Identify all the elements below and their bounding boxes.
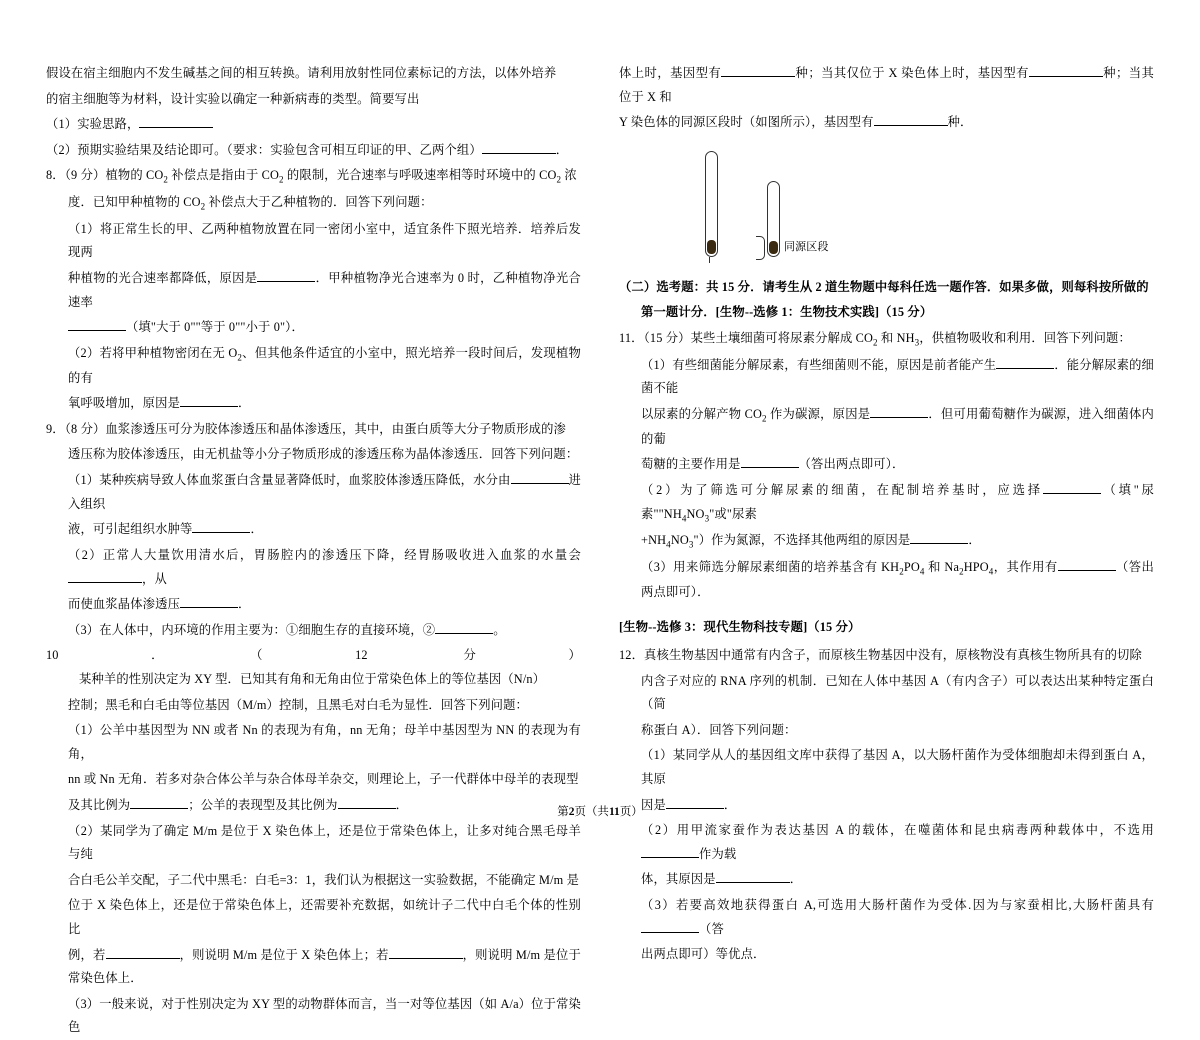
left-column <box>46 62 582 1035</box>
q12-p2-l1-text: （2）用甲流家蚕作为表达基因 A 的载体，在噬菌体和昆虫病毒两种载体中，不选用 <box>641 823 1154 838</box>
q10-p1-l2: nn 或 Nn 无角．若多对杂合体公羊与杂合体母羊杂交，则理论上，子一代群体中母羊的表现型 <box>68 772 579 787</box>
q9-stem-l1: 血浆渗透压可分为胶体渗透压和晶体渗透压，其中，由蛋白质等大分子物质形成的渗 <box>105 421 567 436</box>
footer-mid: 页（共 <box>574 806 609 818</box>
q7-item1-text: （1）实验思路， <box>46 117 140 132</box>
answer-blank <box>106 946 180 959</box>
q10-score: （12 分） <box>256 648 582 663</box>
q12-p3-l2: 出两点即可）等优点． <box>641 947 766 962</box>
figure-label: 同源区段 <box>784 240 829 253</box>
q10-p2-l4-text: 例，若 <box>68 947 106 962</box>
footer-page-number: 2 <box>568 806 575 818</box>
q11-stem-c: ，供植物吸收和利用．回答下列问题： <box>919 331 1131 346</box>
q11-p1-l3-text-b: （答出两点即可）． <box>798 457 905 472</box>
answer-blank <box>1058 558 1116 571</box>
q11-p2-l2-text-c: "）作为氮源，不选择其他两组的原因是 <box>693 533 911 548</box>
q10-p1-l3-text: 及其比例为 <box>68 798 131 812</box>
q7-item2-text: （2）预期实验结果及结论即可。（要求：实验包含可相互印证的甲、乙两个组） <box>46 142 482 157</box>
q8-line2a: 度．已知甲种植物的 CO <box>68 195 201 210</box>
q10-cont-l1-b: 种；当其仅位于 X 染色体上时，基因型有 <box>795 66 1029 80</box>
q7-item2: （2）预期实验结果及结论即可。（要求：实验包含可相互印证的甲、乙两个组） ． <box>46 142 569 157</box>
answer-blank <box>641 845 699 858</box>
q12-p2-l2-text: 体，其原因是 <box>641 872 716 887</box>
q12-p2-l2 <box>619 868 1154 892</box>
right-column <box>619 62 1155 962</box>
q11-p2-l1-text-b: （填"尿素""NH <box>641 482 1154 521</box>
q11-stem-b: 和 NH <box>877 331 915 346</box>
q8-p1-l1: （1）将正常生长的甲、乙两种植物放置在同一密闭小室中，适宜条件下照光培养．培养后发现两 <box>68 221 581 260</box>
q11-p2-l2-text-d: ． <box>968 533 981 548</box>
q10-stem-l1: 某种羊的性别决定为 XY 型．已知其有角和无角由位于常染色体上的等位基因（N/n） <box>79 671 546 686</box>
q10-p2-l1: （2）某同学为了确定 M/m 是位于 X 染色体上，还是位于常染色体上，让多对纯合黑毛母羊与纯 <box>68 823 581 862</box>
q11-score: （15 分） <box>643 331 691 346</box>
q8-p1-l3 <box>46 316 581 340</box>
q11-p1-l1-text: （1）有些细菌能分解尿素，有些细菌则不能，原因是前者能产生 <box>641 357 997 372</box>
chromosome-segment <box>769 241 778 254</box>
footer-suffix: 页） <box>619 806 643 818</box>
q9-p2-l1 <box>46 544 581 591</box>
q10-p2-l2: 合白毛公羊交配，子二代中黑毛：白毛=3：1，我们认为根据这一实验数据，不能确定 M/m 是 <box>68 872 580 887</box>
q8-p2-l1-text-b: 、但其他条件适宜的小室中，照光培养一段时间后，发现植物的有 <box>68 345 581 385</box>
q12-p3-l1-text: （3）若要高效地获得蛋白 A,可选用大肠杆菌作为受体.因为与家蚕相比,大肠杆菌具有 <box>641 898 1154 912</box>
answer-blank <box>870 405 928 418</box>
chromosome-figure <box>619 145 1154 267</box>
q11-p3-l1-text-e: ，其作用有 <box>993 559 1058 574</box>
q10-p3-l1: （3）一般来说，对于性别决定为 XY 型的动物群体而言，当一对等位基因（如 A/a）位于常染色 <box>68 996 581 1035</box>
q9-p1-l1 <box>46 469 581 516</box>
q11-p2-l2-text: +NH <box>641 533 667 548</box>
q11-p2-l1-text: （2）为了筛选可分解尿素的细菌，在配制培养基时，应选择 <box>641 482 1043 497</box>
q11-p3-l1-text-f: （答出两点即可）． <box>641 559 1154 599</box>
q11-p2-l1-text-c: NO <box>686 506 705 521</box>
q12-stem-l2: 内含子对应的 RNA 序列的机制．已知在人体中基因 A（有内含子）可以表达出某种特定蛋白（简 <box>641 673 1154 712</box>
q9-p3-l1-text-b: 。 <box>493 622 506 637</box>
q9-p1-l1-text-b: 进入组织 <box>68 473 581 511</box>
q9-p1-l2-text-b: ． <box>250 522 263 537</box>
q12-stem <box>619 644 1154 668</box>
answer-blank <box>192 521 250 534</box>
q8-text3: 的限制，光合速率与呼吸速率相等时环境中的 CO <box>283 168 557 183</box>
q10-cont-l2 <box>619 111 1154 135</box>
q11-p2-l2-text-b: NO <box>670 533 689 548</box>
q11-p2-l1-text-d: "或"尿素 <box>709 506 757 521</box>
q8-stem-line2: 度．已知甲种植物的 $CO_2$ 补偿点大于乙种植物的．回答下列问题： <box>68 195 433 212</box>
q9-p2-l2 <box>46 593 581 617</box>
chromosome-short-icon <box>767 181 780 257</box>
answer-blank <box>1029 64 1103 77</box>
q9-stem <box>46 418 581 442</box>
answer-blank <box>996 356 1054 369</box>
q11-p3-l1-text-d: HPO <box>963 559 989 574</box>
answer-blank <box>482 141 556 154</box>
q11-p3-l1: （3）用来筛选分解尿素细菌的培养基含有 $KH_2PO_4$ 和 $Na_2HPO_4$，其作用有 （答出两点即可）． <box>641 559 1154 599</box>
q12-stem-l3: 称蛋白 A）．回答下列问题： <box>641 722 797 737</box>
q8-p1-l2 <box>46 267 581 314</box>
footer-prefix: 第 <box>557 806 569 818</box>
q10-cont-l1-a: 体上时，基因型有 <box>619 66 722 80</box>
q9-p1-l1-text: （1）某种疾病导致人体血浆蛋白含量显著降低时，血浆胶体渗透压降低，水分由 <box>68 473 511 488</box>
q7-line1: 假设在宿主细胞内不发生碱基之间的相互转换。请利用放射性同位素标记的方法，以体外培养 <box>46 66 557 80</box>
answer-blank <box>180 395 238 408</box>
q8-p2-l2-text: 氧呼吸增加，原因是 <box>68 396 181 411</box>
answer-blank <box>139 116 213 129</box>
q8-p2-l2 <box>46 392 581 416</box>
q10-stem-l2: 控制；黑毛和白毛由等位基因（M/m）控制，且黑毛对白毛为显性．回答下列问题： <box>68 697 529 712</box>
q12-p1-l2-text-b: ． <box>723 797 737 812</box>
q8-line2b: 补偿点大于乙种植物的．回答下列问题： <box>205 195 433 210</box>
figure-tick <box>709 257 715 263</box>
answer-blank <box>257 269 315 282</box>
q11-p1-l2-text: 以尿素的分解产物 CO <box>641 406 763 421</box>
q11-p2-l1: （2）为了筛选可分解尿素的细菌，在配制培养基时，应选择 （填"尿素""$NH_4NO_3$"或"尿素 <box>641 482 1154 523</box>
q10-p2-l4 <box>46 944 581 991</box>
q11-p1-l3-text: 萄糖的主要作用是 <box>641 457 741 472</box>
q10-p1-l3-text-c: ． <box>395 798 409 812</box>
brace-icon <box>756 236 765 260</box>
q11-p1-l2: 以尿素的分解产物 $CO_2$ 作为碳源，原因是 ．但可用葡萄糖作为碳源，进入细菌体内的葡 <box>641 406 1154 446</box>
q8-p2-l2-text-b: ． <box>238 396 251 411</box>
answer-blank <box>721 64 795 77</box>
q9-p2-l1-text: （2）正常人大量饮用清水后，胃肠腔内的渗透压下降，经胃肠吸收进入血浆的水量会 <box>68 547 581 562</box>
q9-p3-l1 <box>46 619 581 643</box>
section-c-label: [生物--选修 3：现代生物科技专题]（15 分） <box>619 620 861 635</box>
q8-text1: 植物的 CO <box>105 168 164 183</box>
answer-blank <box>641 920 699 933</box>
answer-blank <box>910 532 968 545</box>
q10-p2-l4-text-c: ，则说明 M/m 是位于常染色体上． <box>68 947 581 986</box>
q8-number: 8． <box>46 168 65 183</box>
q8-text2: 补偿点是指由于 CO <box>168 168 280 183</box>
q12-p1-l1: （1）某同学从人的基因组文库中获得了基因 A，以大肠杆菌作为受体细胞却未得到蛋白 A，其原 <box>641 748 1154 786</box>
section-b-l1: （二）选考题：共 15 分．请考生从 2 道生物题中每科任选一题作答．如果多做，则每科按所做的 <box>619 279 1149 294</box>
q11-p1-l2-text-c: ．但可用葡萄糖作为碳源，进入细菌体内的葡 <box>641 406 1154 446</box>
q8-p1-l2-text-b: ．甲种植物净光合速率为 0 时，乙种植物净光合速率 <box>68 271 581 309</box>
q8-p2-l1-text: （2）若将甲种植物密闭在无 O <box>68 345 238 360</box>
answer-blank <box>1043 481 1101 494</box>
q11-p3-l1-text: （3）用来筛选分解尿素细菌的培养基含有 KH <box>641 559 900 574</box>
q9-p1-l2 <box>46 518 581 542</box>
q12-p2-l1-text-b: 作为载 <box>699 846 737 861</box>
q9-stem-l2: 透压称为胶体渗透压，由无机盐等小分子物质形成的渗透压称为晶体渗透压．回答下列问题： <box>68 447 579 462</box>
q11-number: 11． <box>619 331 644 346</box>
answer-blank <box>874 114 948 127</box>
q8-p1-l3-text: （填"大于 0""等于 0""小于 0"）． <box>126 320 304 335</box>
answer-blank <box>68 570 142 583</box>
q11-stem-a: 某些土壤细菌可将尿素分解成 CO <box>690 331 874 346</box>
answer-blank <box>511 471 569 484</box>
answer-blank <box>741 456 799 469</box>
q12-stem-l1: 真核生物基因中通常有内含子，而原核生物基因中没有，原核物没有真核生物所具有的切除 <box>644 647 1142 662</box>
section-b-l2: 第一题计分．[生物--选修 1：生物技术实践]（15 分） <box>641 305 933 320</box>
q8-stem: 8．（9 分）植物的 $CO_2$ 补偿点是指由于 $CO_2$ 的限制，光合速率与呼吸速率相等时环境中的 $CO_2$ 浓 <box>46 168 577 185</box>
q7-item1 <box>46 113 581 137</box>
q11-p1-l2-text-b: 作为碳源，原因是 <box>766 406 871 421</box>
q11-p3-l1-text-c: 和 Na <box>924 559 960 574</box>
q10-cont-l1-c: 种；当其位于 X 和 <box>619 66 1154 104</box>
q11-p1-l1 <box>619 354 1154 401</box>
q9-p2-l2-text-b: ． <box>238 597 251 612</box>
q10-cont-l2-a: Y 染色体的同源区段时（如图所示），基因型有 <box>619 115 874 130</box>
q11-p1-l3 <box>619 453 1154 477</box>
page-footer <box>0 803 1200 819</box>
q9-p1-l2-text: 液，可引起组织水肿等 <box>68 522 193 537</box>
q12-p1-l2-text: 因是 <box>641 797 666 812</box>
q9-number: 9． <box>46 421 65 436</box>
q10-p1-l1: （1）公羊中基因型为 NN 或者 Nn 的表现为有角，nn 无角；母羊中基因型为 NN 的表现为有角， <box>68 723 581 761</box>
q10-p1-l3-text-b: ；公羊的表现型及其比例为 <box>188 798 338 812</box>
q11-stem: 11．（15 分）某些土壤细菌可将尿素分解成 $CO_2$ 和 $NH_3$，供植物吸收和利用．回答下列问题： <box>619 331 1131 348</box>
q8-p2-l1: （2）若将甲种植物密闭在无 $O_2$、但其他条件适宜的小室中，照光培养一段时间后，发现植物的有 <box>68 345 581 385</box>
q12-number: 12． <box>619 647 645 662</box>
q9-p2-l1-text-b: ，从 <box>142 571 167 586</box>
q8-p1-l2-text: 种植物的光合速率都降低，原因是 <box>68 271 258 286</box>
answer-blank <box>180 595 238 608</box>
q11-p2-l2: $+NH_4NO_3$"）作为氮源，不选择其他两组的原因是 ． <box>641 533 981 550</box>
chromosome-long-icon <box>705 151 718 257</box>
q7-line2: 的宿主细胞等为材料，设计实验以确定一种新病毒的类型。简要写出 <box>46 91 420 106</box>
q12-p3-l1 <box>619 894 1154 941</box>
q12-p2-l2-text-b: ． <box>789 872 803 887</box>
q12-p2-l1 <box>619 819 1154 866</box>
q10-cont-l2-b: 种． <box>947 115 973 130</box>
q9-score: （8 分） <box>64 421 106 436</box>
footer-total-pages: 11 <box>608 806 620 818</box>
q9-p3-l1-text: （3）在人体中，内环境的作用主要为：①细胞生存的直接环境，② <box>68 622 436 637</box>
q12-p3-l1-text-b: （答 <box>699 921 724 936</box>
q11-p3-l1-text-b: PO <box>903 559 920 574</box>
answer-blank <box>716 871 790 884</box>
q10-cont-l1 <box>619 62 1154 109</box>
q10-p2-l3: 位于 X 染色体上，还是位于常染色体上，还需要补充数据，如统计子二代中白毛个体的性别比 <box>68 898 581 937</box>
chromosome-segment <box>707 240 716 254</box>
answer-blank <box>68 319 126 332</box>
q11-p1-l1-text-b: ．能分解尿素的细菌不能 <box>641 357 1155 396</box>
q10-p2-l4-text-b: ，则说明 M/m 是位于 X 染色体上；若 <box>179 947 389 962</box>
q10-number: 10． <box>46 648 257 663</box>
q10-stem <box>46 644 581 691</box>
answer-blank <box>435 621 493 634</box>
q8-score: （9 分） <box>64 168 106 183</box>
q8-text4: 浓 <box>561 168 577 183</box>
q9-p2-l2-text: 而使血浆晶体渗透压 <box>68 597 181 612</box>
answer-blank <box>389 946 463 959</box>
